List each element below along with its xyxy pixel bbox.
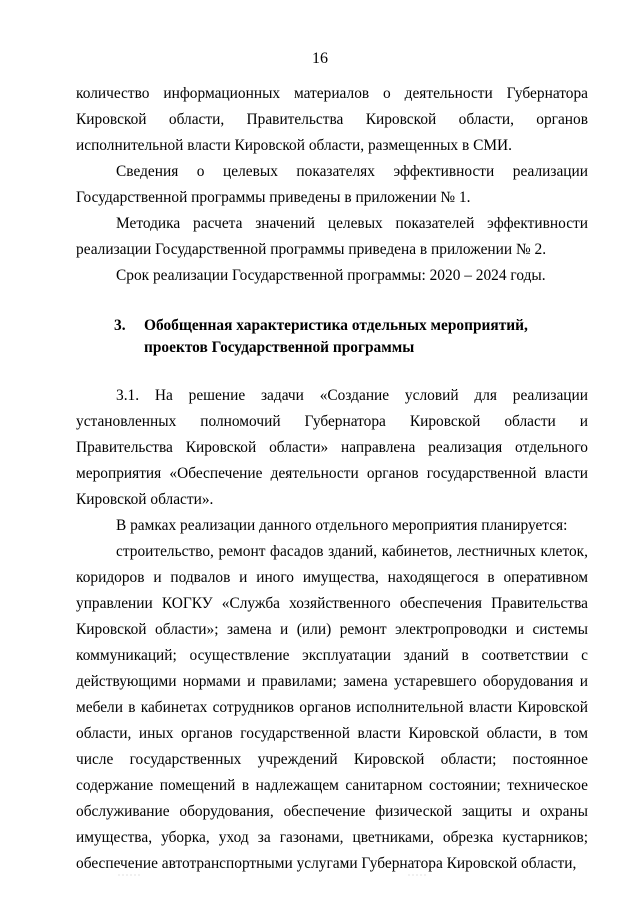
document-body — [76, 81, 588, 877]
paragraph-planned-intro: В рамках реализации данного отдельного мероприятия планируется: — [116, 517, 568, 534]
paragraph-task-3-1: 3.1. На решение задачи «Создание условий для реализации установленных полномочий Губернатора Кировской области и Правительства Кировской области» направлена реализация отдельного мероприятия «Обеспечение деятельности органов государственной власти Кировской области». — [76, 387, 588, 508]
paragraph-planned-activities: строительство, ремонт фасадов зданий, кабинетов, лестничных клеток, коридоров и подвалов и иного имущества, находящегося в оперативном управлении КОГКУ «Служба хозяйственного обеспечения Правительства Кировской области»; замена и (или) ремонт электропроводки и системы коммуникаций; осуществление эксплуатации зданий в соответствии с действующими нормами и правилами; замена устаревшего оборудования и мебели в кабинетах сотрудников органов исполнительной власти Кировской области, иных органов государственной власти Кировской области, в том числе государственных учреждений Кировской области; постоянное содержание помещений в надлежащем санитарном состоянии; техническое обслуживание оборудования, обеспечение физической защиты и охраны имущества, уборка, уход за газонами, цветниками, обрезка кустарников; обеспечение автотранспортными услугами Губернатора Кировской области, — [76, 543, 588, 872]
page-number: 16 — [312, 50, 328, 67]
paragraph-implementation-period: Срок реализации Государственной программы: 2020 – 2024 годы. — [116, 267, 546, 284]
scan-artifact — [408, 872, 428, 878]
paragraph-media-materials: количество информационных материалов о деятельности Губернатора Кировской области, Правительства Кировской области, органов исполнительной власти Кировской области, размещенных в СМИ. — [76, 85, 588, 154]
paragraph-target-indicators: Сведения о целевых показателях эффективности реализации Государственной программы приведены в приложении № 1. — [76, 163, 588, 206]
paragraph-calculation-method: Методика расчета значений целевых показателей эффективности реализации Государственной программы приведена в приложении № 2. — [76, 215, 588, 258]
section-number: 3. — [114, 317, 126, 334]
section-title: Обобщенная характеристика отдельных мероприятий, проектов Государственной программы — [144, 317, 528, 356]
scan-artifact — [118, 872, 142, 878]
section-heading — [76, 315, 588, 359]
